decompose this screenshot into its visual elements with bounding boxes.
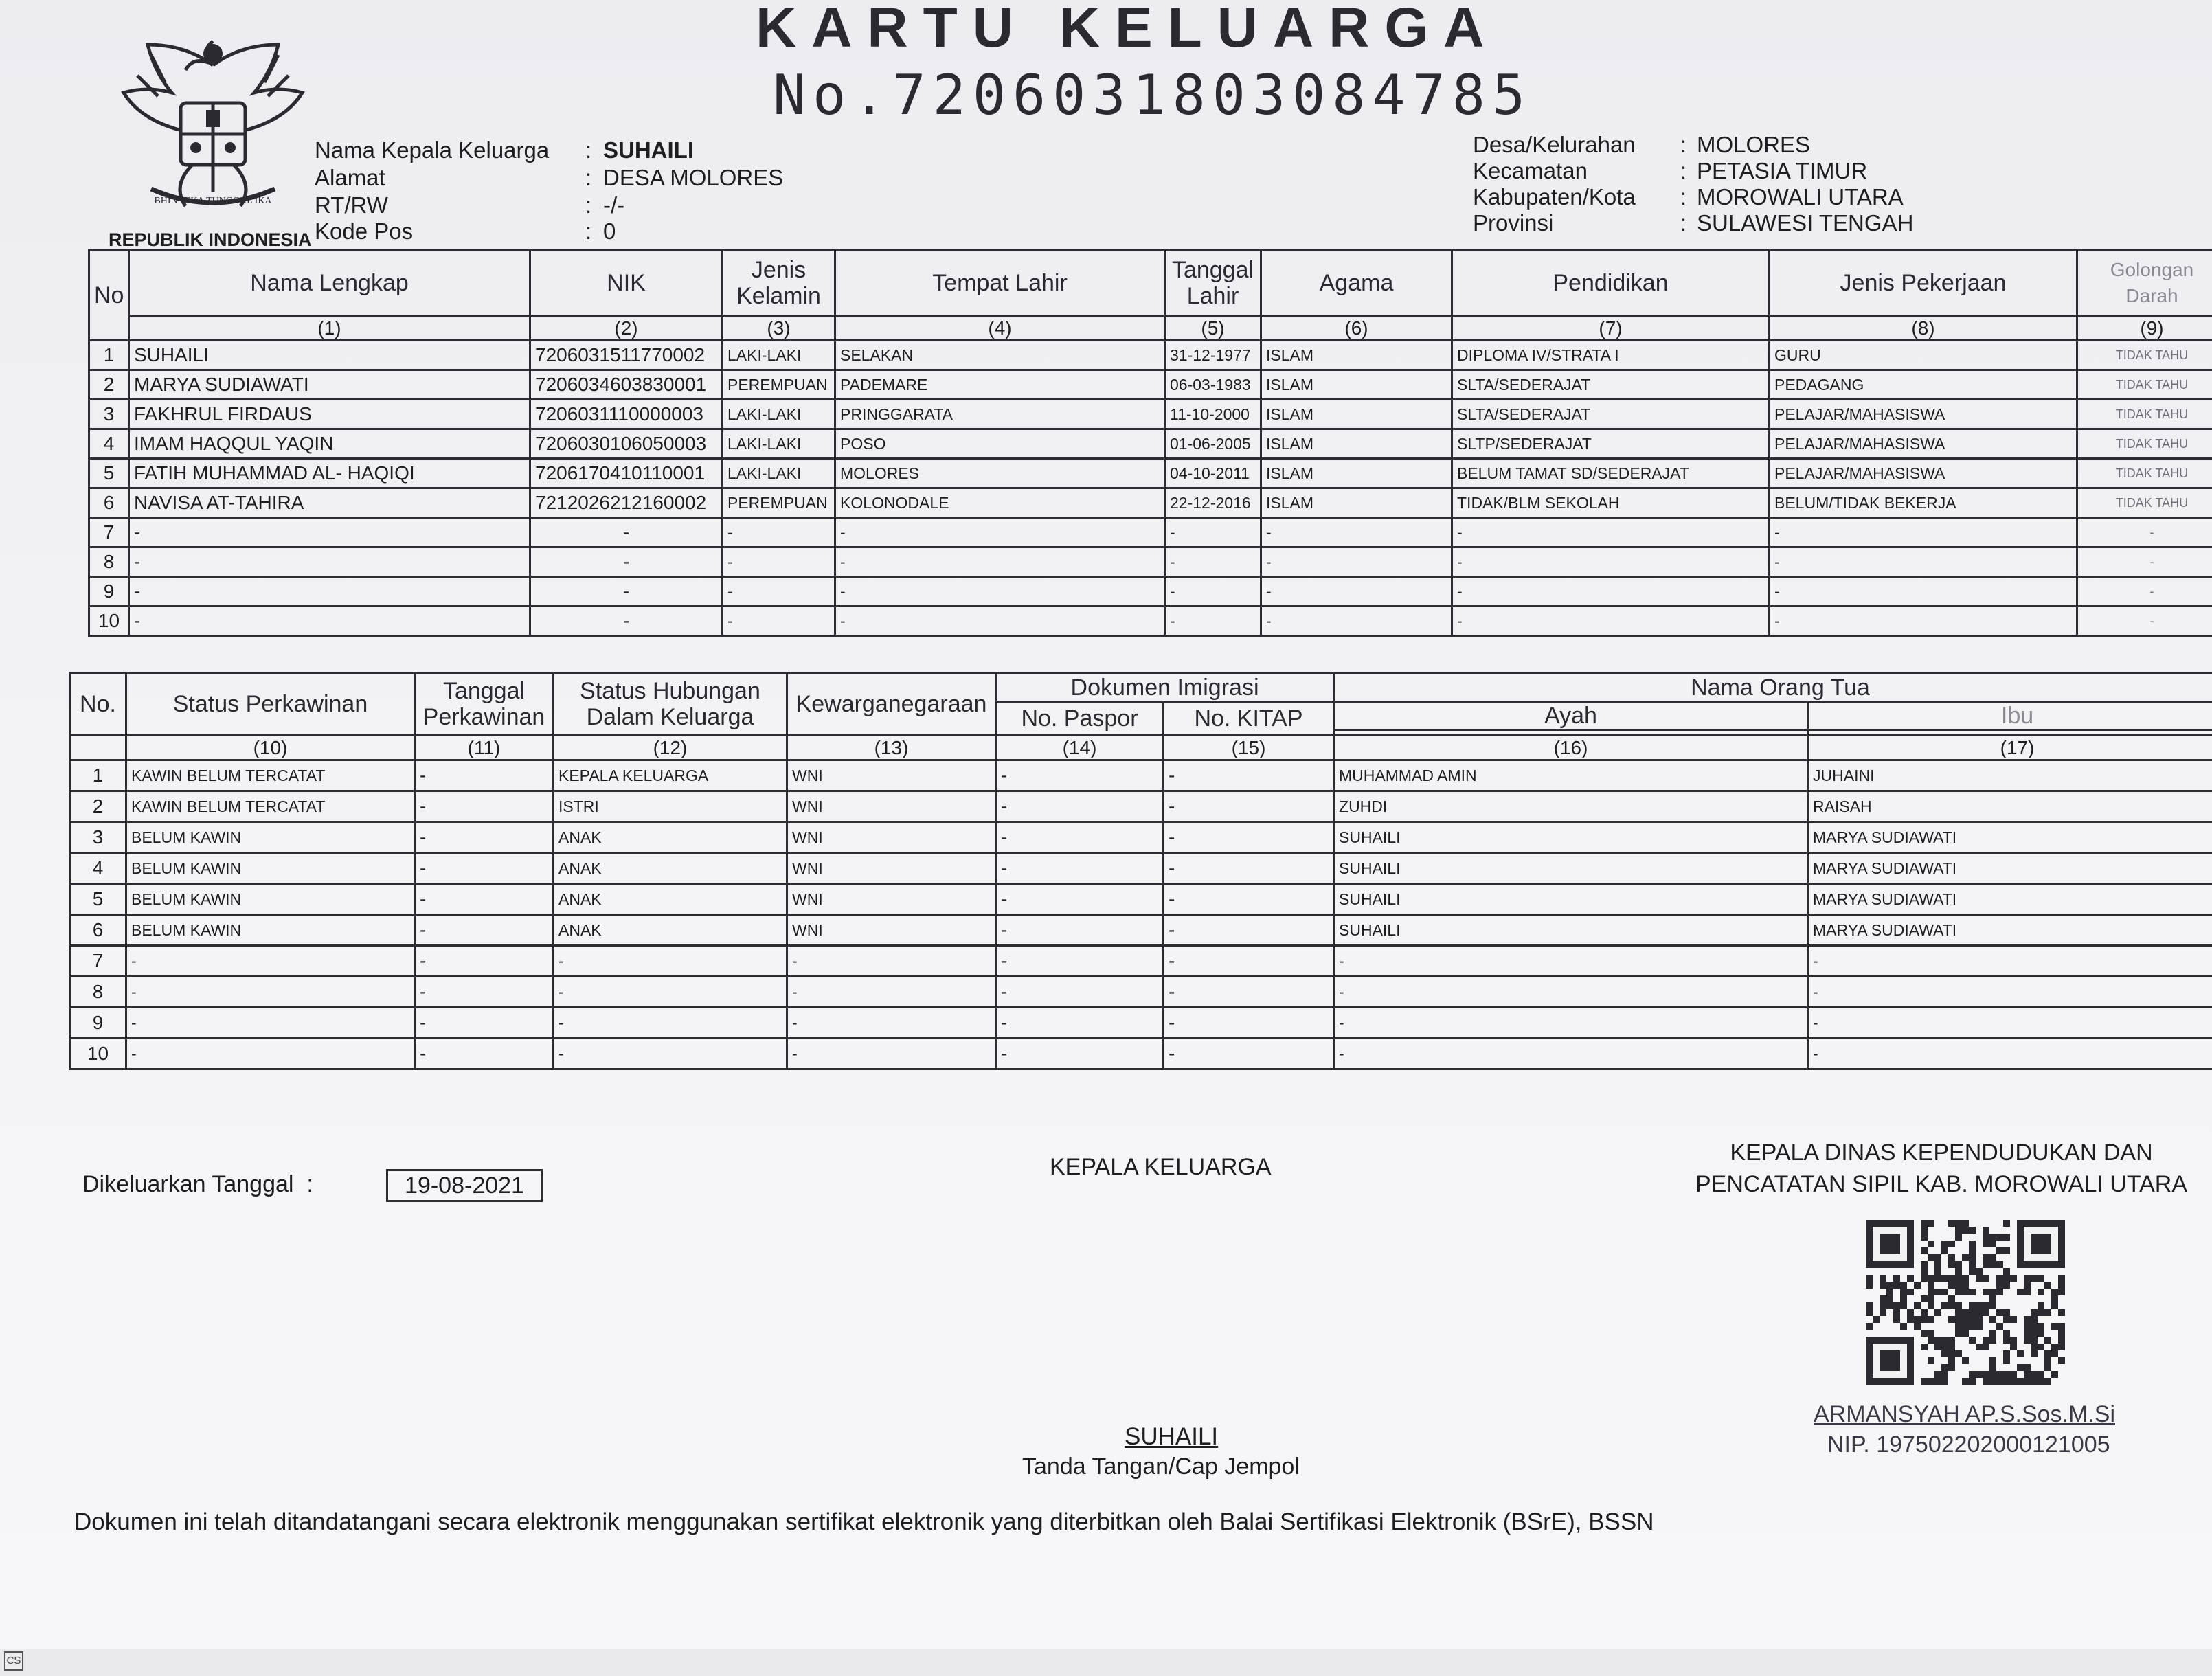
cell-nama: FATIH MUHAMMAD AL- HAQIQI	[129, 459, 530, 488]
cell-jk: LAKI-LAKI	[723, 429, 835, 459]
cell-kitap: -	[1164, 1008, 1334, 1039]
cell-paspor: -	[996, 884, 1164, 915]
cell-status: BELUM KAWIN	[126, 884, 415, 915]
cell-no: 4	[70, 853, 126, 884]
colon: :	[1680, 158, 1687, 183]
cell-agama: ISLAM	[1261, 400, 1452, 429]
cell-nama: -	[129, 607, 530, 636]
cell-agama: -	[1261, 577, 1452, 607]
col-number: (9)	[2077, 316, 2212, 341]
cell-tempat: MOLORES	[835, 459, 1165, 488]
cell-tempat: -	[835, 547, 1165, 577]
head-name-label: Nama Kepala Keluarga	[315, 137, 550, 163]
cell-pekerjaan: -	[1770, 577, 2077, 607]
cell-no: 5	[89, 459, 129, 488]
district-label: Kecamatan	[1473, 158, 1588, 183]
cell-ibu: MARYA SUDIAWATI	[1808, 853, 2212, 884]
cell-no: 3	[70, 822, 126, 853]
kk-sign-name: SUHAILI	[1125, 1423, 1219, 1450]
cell-paspor: -	[996, 853, 1164, 884]
col-number: (15)	[1164, 736, 1334, 760]
cell-nik: 7212026212160002	[530, 488, 723, 518]
cell-no: 4	[89, 429, 129, 459]
table-row	[89, 370, 2212, 400]
cell-tempat: PADEMARE	[835, 370, 1165, 400]
cell-nama: IMAM HAQQUL YAQIN	[129, 429, 530, 459]
cell-pekerjaan: BELUM/TIDAK BEKERJA	[1770, 488, 2077, 518]
cell-ibu: RAISAH	[1808, 791, 2212, 822]
cell-wn: WNI	[787, 791, 996, 822]
cell-agama: ISLAM	[1261, 370, 1452, 400]
village-label: Desa/Kelurahan	[1473, 132, 1636, 157]
cell-pekerjaan: PEDAGANG	[1770, 370, 2077, 400]
village-value: MOLORES	[1697, 132, 1811, 157]
district-value: PETASIA TIMUR	[1697, 158, 1868, 183]
cell-ibu: MARYA SUDIAWATI	[1808, 884, 2212, 915]
rtrw-value: -/-	[603, 192, 625, 218]
cell-no: 8	[70, 977, 126, 1008]
cell-ibu: MARYA SUDIAWATI	[1808, 822, 2212, 853]
table-row	[70, 915, 2212, 946]
cell-wn: WNI	[787, 760, 996, 791]
cell-kitap: -	[1164, 977, 1334, 1008]
col-header-golongan-darah: Golongan Darah	[2077, 250, 2212, 316]
cell-pendidikan: -	[1452, 607, 1770, 636]
issued-label: Dikeluarkan Tanggal :	[82, 1171, 313, 1197]
address-label: Alamat	[315, 165, 385, 190]
col-header-no2: No.	[70, 673, 126, 736]
cell-ayah: MUHAMMAD AMIN	[1334, 760, 1808, 791]
cell-no: 10	[70, 1039, 126, 1069]
cell-nik: -	[530, 577, 723, 607]
cell-nik: -	[530, 607, 723, 636]
col-number: (6)	[1261, 316, 1452, 341]
cell-darah: TIDAK TAHU	[2077, 429, 2212, 459]
scanner-logo-icon: CS	[4, 1651, 23, 1671]
cell-ayah: -	[1334, 1008, 1808, 1039]
table-row	[70, 791, 2212, 822]
cell-pendidikan: -	[1452, 547, 1770, 577]
cell-pendidikan: TIDAK/BLM SEKOLAH	[1452, 488, 1770, 518]
regency-value: MOROWALI UTARA	[1697, 184, 1904, 210]
table-row	[70, 977, 2212, 1008]
cell-nik: 7206170410110001	[530, 459, 723, 488]
table1-body	[89, 341, 2212, 636]
cell-pendidikan: SLTP/SEDERAJAT	[1452, 429, 1770, 459]
province-label: Provinsi	[1473, 210, 1554, 236]
cell-status: KAWIN BELUM TERCATAT	[126, 791, 415, 822]
cell-paspor: -	[996, 760, 1164, 791]
cell-status: -	[126, 1008, 415, 1039]
head-name-value: SUHAILI	[603, 137, 694, 163]
cell-wn: -	[787, 946, 996, 977]
col-number: (1)	[129, 316, 530, 341]
col-header-tanggal-perkawinan: Tanggal Perkawinan	[415, 673, 554, 736]
cell-darah: -	[2077, 547, 2212, 577]
cell-nama: -	[129, 518, 530, 547]
issued-label-text: Dikeluarkan Tanggal	[82, 1171, 294, 1197]
cell-kitap: -	[1164, 822, 1334, 853]
postcode-value: 0	[603, 218, 616, 244]
table-row	[70, 884, 2212, 915]
cell-nama: NAVISA AT-TAHIRA	[129, 488, 530, 518]
cell-tgl: -	[415, 1008, 554, 1039]
cell-tempat: KOLONODALE	[835, 488, 1165, 518]
col-header-status-perkawinan: Status Perkawinan	[126, 673, 415, 736]
col-number: (14)	[996, 736, 1164, 760]
cell-wn: WNI	[787, 884, 996, 915]
cell-kitap: -	[1164, 1039, 1334, 1069]
cell-wn: -	[787, 977, 996, 1008]
cell-paspor: -	[996, 977, 1164, 1008]
table-row	[89, 488, 2212, 518]
cell-ibu: -	[1808, 1039, 2212, 1069]
cell-no: 3	[89, 400, 129, 429]
kk-number: No.7206031803084785	[773, 63, 1533, 127]
cell-pendidikan: SLTA/SEDERAJAT	[1452, 400, 1770, 429]
cell-nik: 7206031511770002	[530, 341, 723, 370]
cell-tgl: 04-10-2011	[1165, 459, 1261, 488]
cell-jk: PEREMPUAN	[723, 370, 835, 400]
col-number: (12)	[554, 736, 787, 760]
cell-ayah: -	[1334, 946, 1808, 977]
col-number: (5)	[1165, 316, 1261, 341]
cell-paspor: -	[996, 791, 1164, 822]
colon: :	[1680, 132, 1687, 157]
cell-ayah: SUHAILI	[1334, 853, 1808, 884]
cell-paspor: -	[996, 1008, 1164, 1039]
cell-no: 7	[89, 518, 129, 547]
cell-jk: LAKI-LAKI	[723, 400, 835, 429]
table-row	[70, 760, 2212, 791]
cell-agama: ISLAM	[1261, 341, 1452, 370]
cell-ayah: SUHAILI	[1334, 822, 1808, 853]
table1-header-row	[89, 250, 2212, 316]
cell-hub: ANAK	[554, 822, 787, 853]
cell-pendidikan: -	[1452, 577, 1770, 607]
cell-no: 1	[89, 341, 129, 370]
garuda-emblem-icon	[110, 27, 316, 227]
col-header-no: No	[89, 250, 129, 341]
cell-tgl: -	[415, 915, 554, 946]
cell-darah: -	[2077, 518, 2212, 547]
table-row	[89, 577, 2212, 607]
table-row	[89, 400, 2212, 429]
cell-tgl: 01-06-2005	[1165, 429, 1261, 459]
cell-ibu: -	[1808, 1008, 2212, 1039]
cell-no: 6	[70, 915, 126, 946]
col-number: (10)	[126, 736, 415, 760]
cell-tempat: -	[835, 518, 1165, 547]
cell-darah: TIDAK TAHU	[2077, 488, 2212, 518]
cell-kitap: -	[1164, 853, 1334, 884]
kk-sign-label: KEPALA KELUARGA	[1050, 1154, 1272, 1180]
dinas-line-2: PENCATATAN SIPIL KAB. MOROWALI UTARA	[1695, 1171, 2187, 1197]
cell-ibu: JUHAINI	[1808, 760, 2212, 791]
table-row	[89, 341, 2212, 370]
cell-no: 6	[89, 488, 129, 518]
cell-pekerjaan: -	[1770, 547, 2077, 577]
col-number: (4)	[835, 316, 1165, 341]
table-row	[70, 1039, 2212, 1069]
cell-no: 5	[70, 884, 126, 915]
cell-wn: WNI	[787, 915, 996, 946]
cell-status: -	[126, 1039, 415, 1069]
cell-tgl: -	[415, 946, 554, 977]
cell-paspor: -	[996, 915, 1164, 946]
cell-agama: ISLAM	[1261, 488, 1452, 518]
cell-tgl: 22-12-2016	[1165, 488, 1261, 518]
cell-tgl: -	[1165, 607, 1261, 636]
cell-hub: ANAK	[554, 884, 787, 915]
cell-kitap: -	[1164, 791, 1334, 822]
cell-status: BELUM KAWIN	[126, 853, 415, 884]
cell-jk: -	[723, 577, 835, 607]
table2-body	[70, 760, 2212, 1069]
cell-agama: ISLAM	[1261, 429, 1452, 459]
col-number: (13)	[787, 736, 996, 760]
colon: :	[1680, 210, 1687, 236]
table-row	[89, 518, 2212, 547]
document-title: KARTU KELUARGA	[756, 0, 1500, 59]
cell-kitap: -	[1164, 884, 1334, 915]
cell-nama: -	[129, 547, 530, 577]
table2-header-row	[70, 673, 2212, 702]
cell-nik: -	[530, 547, 723, 577]
cell-ibu: MARYA SUDIAWATI	[1808, 915, 2212, 946]
table-row	[89, 429, 2212, 459]
cell-no: 8	[89, 547, 129, 577]
colon: :	[585, 137, 592, 163]
cell-darah: -	[2077, 577, 2212, 607]
cell-status: KAWIN BELUM TERCATAT	[126, 760, 415, 791]
cell-pendidikan: SLTA/SEDERAJAT	[1452, 370, 1770, 400]
cell-no: 2	[89, 370, 129, 400]
cell-pekerjaan: PELAJAR/MAHASISWA	[1770, 400, 2077, 429]
cell-status: BELUM KAWIN	[126, 822, 415, 853]
cell-tgl: -	[1165, 577, 1261, 607]
postcode-label: Kode Pos	[315, 218, 414, 244]
cell-hub: KEPALA KELUARGA	[554, 760, 787, 791]
cell-wn: WNI	[787, 822, 996, 853]
cell-pekerjaan: GURU	[1770, 341, 2077, 370]
cell-tempat: SELAKAN	[835, 341, 1165, 370]
table-row	[70, 946, 2212, 977]
col-header-agama: Agama	[1261, 250, 1452, 316]
cell-jk: LAKI-LAKI	[723, 341, 835, 370]
col-header-nama: Nama Lengkap	[129, 250, 530, 316]
cell-paspor: -	[996, 822, 1164, 853]
col-header-kewarganegaraan: Kewarganegaraan	[787, 673, 996, 736]
col-number: (3)	[723, 316, 835, 341]
col-header-dokumen-imigrasi: Dokumen Imigrasi	[996, 673, 1334, 702]
col-header-ayah: Ayah	[1334, 702, 1808, 730]
cell-tgl: -	[1165, 547, 1261, 577]
cell-darah: TIDAK TAHU	[2077, 459, 2212, 488]
cell-tempat: -	[835, 607, 1165, 636]
issued-date: 19-08-2021	[386, 1169, 543, 1202]
col-number: (17)	[1808, 736, 2212, 760]
cell-nama: MARYA SUDIAWATI	[129, 370, 530, 400]
cell-tgl: -	[415, 760, 554, 791]
official-name: ARMANSYAH AP.S.Sos.M.Si	[1814, 1401, 2115, 1427]
cell-kitap: -	[1164, 760, 1334, 791]
cell-tgl: -	[1165, 518, 1261, 547]
cell-pendidikan: -	[1452, 518, 1770, 547]
col-header-pekerjaan: Jenis Pekerjaan	[1770, 250, 2077, 316]
colon: :	[585, 218, 592, 244]
table-row	[89, 607, 2212, 636]
cell-darah: -	[2077, 607, 2212, 636]
cell-ayah: SUHAILI	[1334, 884, 1808, 915]
family-members-table	[88, 249, 2212, 637]
country-label: REPUBLIK INDONESIA	[109, 229, 312, 250]
cell-jk: -	[723, 518, 835, 547]
cell-ayah: SUHAILI	[1334, 915, 1808, 946]
cell-tgl: 06-03-1983	[1165, 370, 1261, 400]
col-number: (7)	[1452, 316, 1770, 341]
cell-nik: 7206031110000003	[530, 400, 723, 429]
col-header-status-hubungan: Status Hubungan Dalam Keluarga	[554, 673, 787, 736]
cell-paspor: -	[996, 946, 1164, 977]
qr-code-icon	[1866, 1220, 2065, 1385]
cell-hub: ISTRI	[554, 791, 787, 822]
col-number: (2)	[530, 316, 723, 341]
cell-wn: -	[787, 1008, 996, 1039]
cell-tgl: -	[415, 977, 554, 1008]
cell-ayah: ZUHDI	[1334, 791, 1808, 822]
table1-colnum-row	[89, 316, 2212, 341]
cell-pekerjaan: -	[1770, 518, 2077, 547]
cell-pekerjaan: PELAJAR/MAHASISWA	[1770, 459, 2077, 488]
province-value: SULAWESI TENGAH	[1697, 210, 1914, 236]
cell-kitap: -	[1164, 915, 1334, 946]
cell-agama: ISLAM	[1261, 459, 1452, 488]
col-header-tempat-lahir: Tempat Lahir	[835, 250, 1165, 316]
cell-jk: -	[723, 547, 835, 577]
cell-paspor: -	[996, 1039, 1164, 1069]
cell-agama: -	[1261, 547, 1452, 577]
cell-nik: -	[530, 518, 723, 547]
col-header-ibu: Ibu	[1808, 702, 2212, 730]
cell-ibu: -	[1808, 946, 2212, 977]
cell-ayah: -	[1334, 1039, 1808, 1069]
cell-wn: WNI	[787, 853, 996, 884]
col-header-nama-orang-tua: Nama Orang Tua	[1334, 673, 2212, 702]
cell-hub: -	[554, 977, 787, 1008]
table-row	[70, 853, 2212, 884]
emblem-motto: BHINNEKA TUNGGAL IKA	[154, 196, 272, 206]
cell-status: BELUM KAWIN	[126, 915, 415, 946]
cell-kitap: -	[1164, 946, 1334, 977]
colon: :	[585, 165, 592, 190]
dinas-line-1: KEPALA DINAS KEPENDUDUKAN DAN	[1730, 1140, 2153, 1166]
cell-tgl: 31-12-1977	[1165, 341, 1261, 370]
colon: :	[585, 192, 592, 218]
cell-tgl: -	[415, 884, 554, 915]
cell-darah: TIDAK TAHU	[2077, 370, 2212, 400]
cell-tgl: -	[415, 1039, 554, 1069]
cell-tempat: POSO	[835, 429, 1165, 459]
col-number: (8)	[1770, 316, 2077, 341]
col-header-kitap: No. KITAP	[1164, 702, 1334, 736]
cell-nik: 7206030106050003	[530, 429, 723, 459]
cell-hub: -	[554, 1008, 787, 1039]
cell-ibu: -	[1808, 977, 2212, 1008]
cell-no: 1	[70, 760, 126, 791]
cell-tgl: -	[415, 853, 554, 884]
col-header-paspor: No. Paspor	[996, 702, 1164, 736]
cell-jk: PEREMPUAN	[723, 488, 835, 518]
cell-pendidikan: DIPLOMA IV/STRATA I	[1452, 341, 1770, 370]
cell-tempat: -	[835, 577, 1165, 607]
address-value: DESA MOLORES	[603, 165, 784, 190]
col-header-pendidikan: Pendidikan	[1452, 250, 1770, 316]
col-number: (16)	[1334, 736, 1808, 760]
cell-hub: -	[554, 1039, 787, 1069]
cell-ayah: -	[1334, 977, 1808, 1008]
cell-nama: -	[129, 577, 530, 607]
cell-hub: ANAK	[554, 853, 787, 884]
cell-no: 9	[70, 1008, 126, 1039]
cell-jk: -	[723, 607, 835, 636]
cell-tgl: 11-10-2000	[1165, 400, 1261, 429]
kk-sign-caption: Tanda Tangan/Cap Jempol	[1022, 1453, 1300, 1480]
table2-colnum-row	[70, 736, 2212, 760]
cell-no: 9	[89, 577, 129, 607]
cell-agama: -	[1261, 518, 1452, 547]
cell-tgl: -	[415, 791, 554, 822]
col-header-tanggal-lahir: Tanggal Lahir	[1165, 250, 1261, 316]
table-row	[89, 459, 2212, 488]
cell-tempat: PRINGGARATA	[835, 400, 1165, 429]
cell-pekerjaan: PELAJAR/MAHASISWA	[1770, 429, 2077, 459]
cell-hub: -	[554, 946, 787, 977]
cell-darah: TIDAK TAHU	[2077, 341, 2212, 370]
cell-status: -	[126, 946, 415, 977]
cell-status: -	[126, 977, 415, 1008]
colon: :	[1680, 184, 1687, 210]
cell-nama: SUHAILI	[129, 341, 530, 370]
col-number: (11)	[415, 736, 554, 760]
cell-tgl: -	[415, 822, 554, 853]
cell-hub: ANAK	[554, 915, 787, 946]
cell-wn: -	[787, 1039, 996, 1069]
regency-label: Kabupaten/Kota	[1473, 184, 1636, 210]
col-header-jenis-kelamin: Jenis Kelamin	[723, 250, 835, 316]
cell-nama: FAKHRUL FIRDAUS	[129, 400, 530, 429]
official-nip: NIP. 197502202000121005	[1827, 1431, 2110, 1458]
table-row	[70, 822, 2212, 853]
cell-no: 10	[89, 607, 129, 636]
cell-pendidikan: BELUM TAMAT SD/SEDERAJAT	[1452, 459, 1770, 488]
cell-jk: LAKI-LAKI	[723, 459, 835, 488]
cell-no: 2	[70, 791, 126, 822]
family-status-table	[69, 672, 2212, 1070]
disclaimer-text: Dokumen ini telah ditandatangani secara elektronik menggunakan sertifikat elektronik yang diterbitkan oleh Balai Sertifikasi Elektronik (BSrE), BSSN	[74, 1508, 1654, 1535]
dinas-label	[1695, 1137, 2187, 1200]
table-row	[70, 1008, 2212, 1039]
col-header-nik: NIK	[530, 250, 723, 316]
rtrw-label: RT/RW	[315, 192, 388, 218]
cell-nik: 7206034603830001	[530, 370, 723, 400]
cell-agama: -	[1261, 607, 1452, 636]
cell-darah: TIDAK TAHU	[2077, 400, 2212, 429]
cell-pekerjaan: -	[1770, 607, 2077, 636]
cell-no: 7	[70, 946, 126, 977]
table-row	[89, 547, 2212, 577]
